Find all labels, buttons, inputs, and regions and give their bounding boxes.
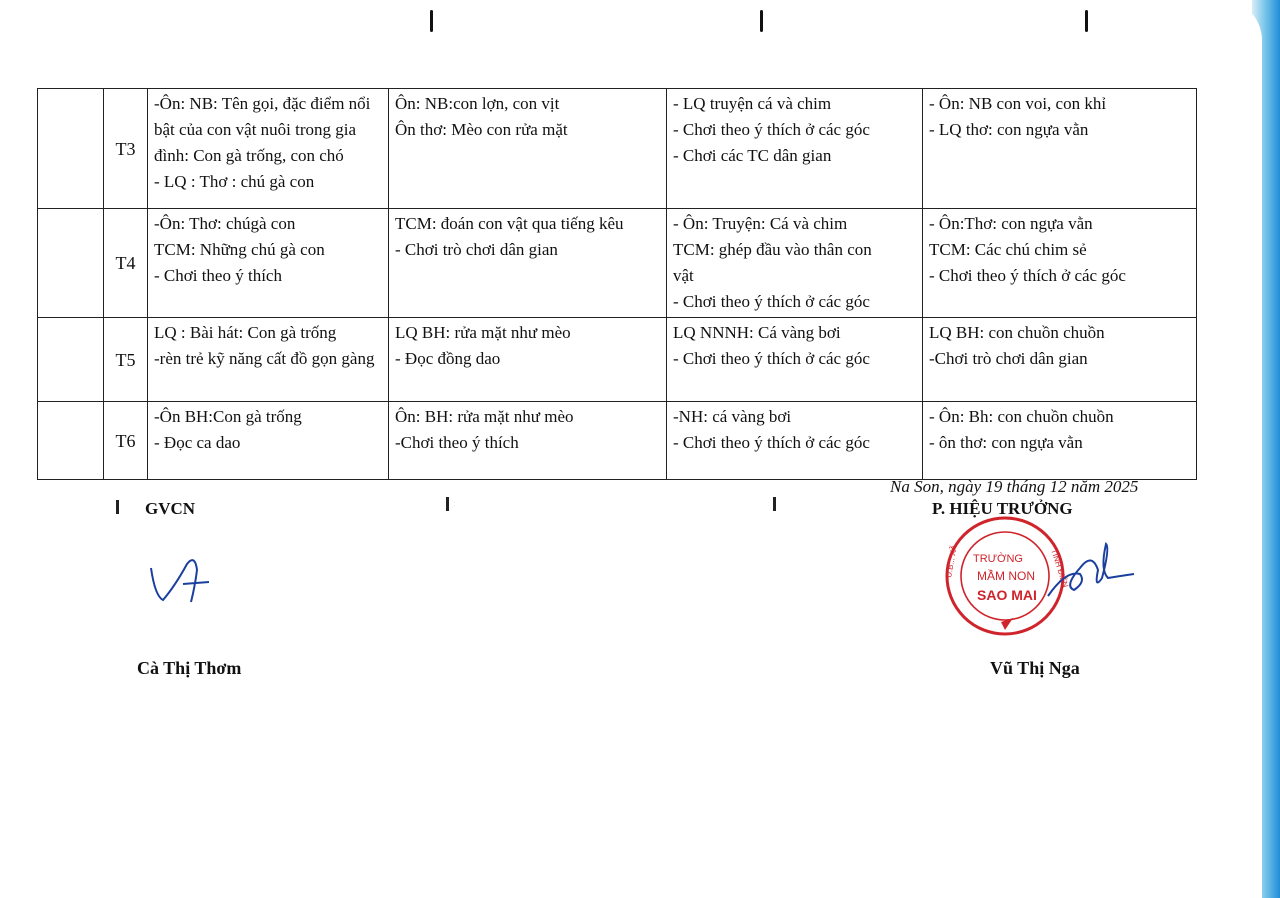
activity-cell-col1 — [148, 402, 389, 480]
date-line: Na Son, ngày 19 tháng 12 năm 2025 — [890, 477, 1139, 496]
activity-cell-col2 — [389, 209, 667, 318]
activity-line: TCM: Các chú chim sẻ — [929, 240, 1087, 259]
stamp-line-1: TRƯỜNG — [973, 553, 1023, 565]
vice-principal-signature — [1040, 540, 1140, 610]
stamp-ring-right: TỈNH ĐIỆN — [1049, 547, 1071, 589]
activity-line: TCM: đoán con vật qua tiếng kêu — [395, 214, 624, 233]
ink-speck — [446, 497, 449, 511]
activity-line: LQ BH: con chuồn chuồn — [929, 323, 1105, 342]
activity-line: Ôn: NB:con lợn, con vịt — [395, 94, 560, 113]
activity-line: vật — [673, 266, 694, 285]
day-cell: T3 — [104, 89, 148, 209]
activity-line: bật của con vật nuôi trong gia — [154, 120, 357, 139]
activity-line: - Ôn: Bh: con chuồn chuồn — [929, 407, 1114, 426]
activity-line: Ôn thơ: Mèo con rửa mặt — [395, 120, 568, 139]
margin-cell — [38, 318, 104, 402]
activity-line: -Chơi trò chơi dân gian — [929, 349, 1088, 368]
stamp-line-3: SAO MAI — [977, 587, 1037, 603]
activity-line: - Chơi theo ý thích ở các góc — [673, 433, 870, 452]
activity-cell-col3 — [667, 89, 923, 209]
day-cell: T5 — [104, 318, 148, 402]
activity-line: -rèn trẻ kỹ năng cất đồ gọn gàng — [154, 349, 375, 368]
activity-cell-col3 — [667, 402, 923, 480]
activity-cell-col2 — [389, 89, 667, 209]
activity-cell-col1 — [148, 318, 389, 402]
activity-line: - Chơi theo ý thích — [154, 266, 282, 285]
activity-line: LQ BH: rửa mặt như mèo — [395, 323, 571, 342]
homeroom-teacher-name: Cà Thị Thơm — [137, 658, 242, 678]
day-cell: T6 — [104, 402, 148, 480]
activity-line: LQ : Bài hát: Con gà trống — [154, 323, 337, 342]
activity-line: - LQ : Thơ : chú gà con — [154, 172, 315, 191]
activity-line: TCM: ghép đầu vào thân con — [673, 240, 872, 259]
activity-line: đình: Con gà trống, con chó — [154, 146, 344, 165]
activity-line: TCM: Những chú gà con — [154, 240, 325, 259]
activity-line: -Chơi theo ý thích — [395, 433, 519, 452]
activity-line: - Chơi các TC dân gian — [673, 146, 832, 165]
activity-line: -Ôn: NB: Tên gọi, đặc điểm nổi — [154, 94, 371, 113]
margin-cell — [38, 89, 104, 209]
day-cell: T4 — [104, 209, 148, 318]
homeroom-teacher-title: GVCN — [145, 499, 196, 518]
activity-cell-col4 — [923, 318, 1197, 402]
activity-cell-col2 — [389, 318, 667, 402]
activity-line: - ôn thơ: con ngựa vằn — [929, 433, 1083, 452]
activity-line: LQ NNNH: Cá vàng bơi — [673, 323, 841, 342]
activity-line: - Chơi trò chơi dân gian — [395, 240, 558, 259]
activity-cell-col2 — [389, 402, 667, 480]
activity-line: - Ôn: NB con voi, con khỉ — [929, 94, 1107, 113]
margin-cell — [38, 402, 104, 480]
activity-line: - Đọc đồng dao — [395, 349, 501, 368]
ink-speck — [773, 497, 776, 511]
activity-line: - LQ truyện cá và chim — [673, 94, 832, 113]
activity-line: - Chơi theo ý thích ở các góc — [673, 349, 870, 368]
activity-line: - Chơi theo ý thích ở các góc — [673, 120, 870, 139]
activity-cell-col4 — [923, 89, 1197, 209]
activity-line: - Ôn: Truyện: Cá và chim — [673, 214, 848, 233]
activity-cell-col1 — [148, 89, 389, 209]
table-row — [38, 318, 1197, 402]
table-row — [38, 402, 1197, 480]
activity-line: - Chơi theo ý thích ở các góc — [673, 292, 870, 311]
activity-line: Ôn: BH: rửa mặt như mèo — [395, 407, 574, 426]
activity-line: -Ôn: Thơ: chúgà con — [154, 214, 296, 233]
stamp-line-2: MẦM NON — [977, 569, 1035, 583]
activity-cell-col3 — [667, 209, 923, 318]
punch-mark — [430, 10, 433, 32]
punch-mark — [760, 10, 763, 32]
activity-cell-col3 — [667, 318, 923, 402]
schedule-table — [37, 88, 1197, 480]
activity-cell-col4 — [923, 209, 1197, 318]
vice-principal-title: P. HIỆU TRƯỞNG — [932, 499, 1073, 518]
vice-principal-name: Vũ Thị Nga — [990, 658, 1080, 678]
activity-line: - Đọc ca dao — [154, 433, 241, 452]
activity-line: -Ôn BH:Con gà trống — [154, 407, 302, 426]
table-row — [38, 209, 1197, 318]
activity-line: -NH: cá vàng bơi — [673, 407, 792, 426]
teacher-signature — [145, 556, 225, 606]
activity-line: - Ôn:Thơ: con ngựa vằn — [929, 214, 1093, 233]
margin-cell — [38, 209, 104, 318]
activity-cell-col4 — [923, 402, 1197, 480]
activity-line: - Chơi theo ý thích ở các góc — [929, 266, 1126, 285]
ink-speck — [116, 500, 119, 514]
punch-mark — [1085, 10, 1088, 32]
table-row — [38, 89, 1197, 209]
stamp-ring-left: U.B... XÃ — [944, 544, 959, 579]
activity-line: - LQ thơ: con ngựa vằn — [929, 120, 1089, 139]
activity-cell-col1 — [148, 209, 389, 318]
